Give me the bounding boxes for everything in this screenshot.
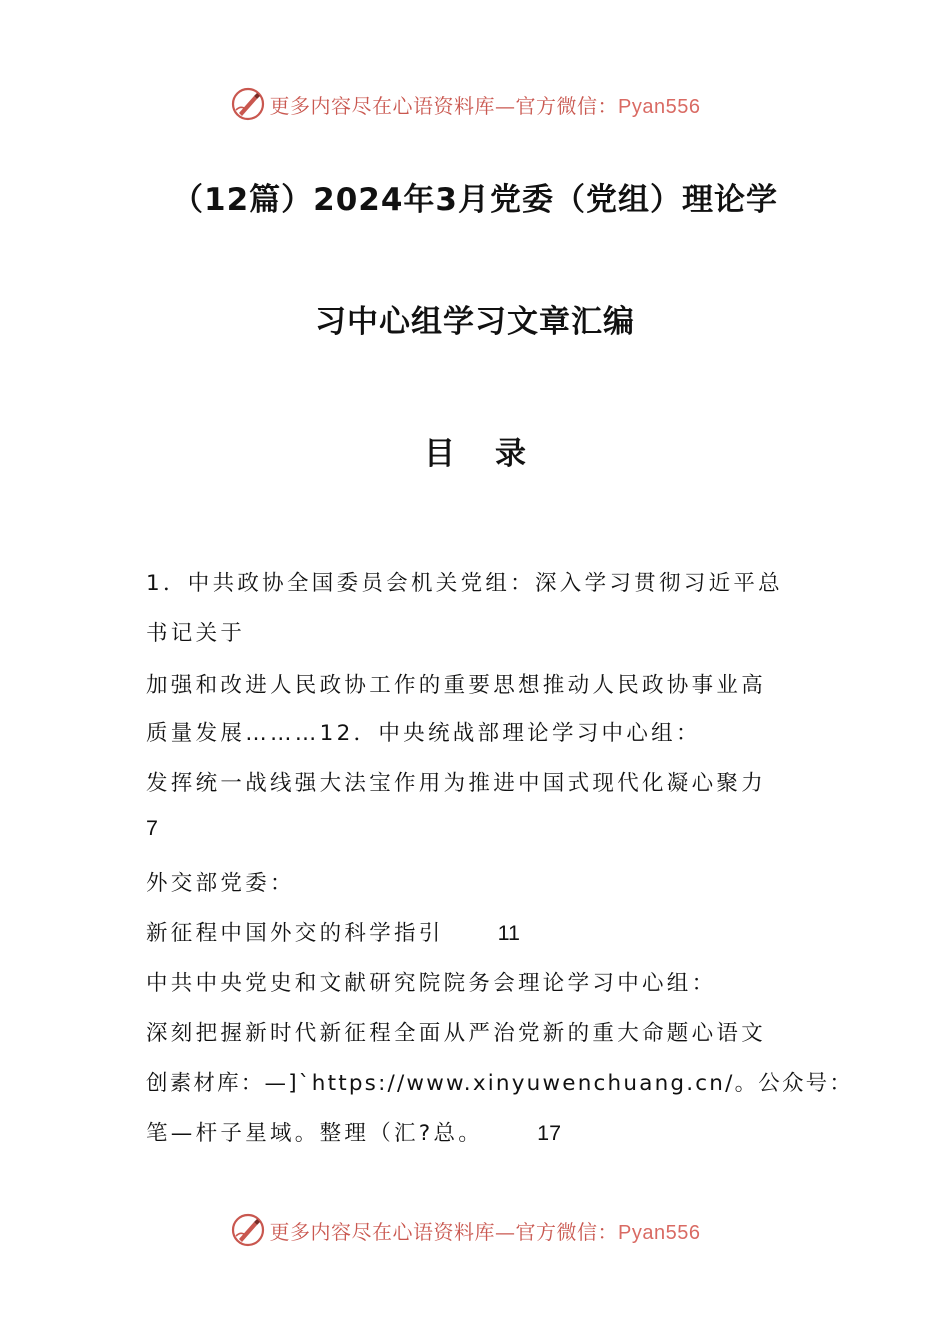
- wechat-id: Pyan556: [618, 1221, 701, 1244]
- toc-line: 新征程中国外交的科学指引 11: [146, 921, 520, 946]
- toc-line: 外交部党委：: [146, 871, 295, 896]
- watermark-text: 更多内容尽在心语资料库—官方微信：Pyan556: [269, 1219, 701, 1244]
- watermark-banner-bottom: [0, 1208, 950, 1252]
- document-title-line-1: （12篇）2024年3月党委（党组）理论学: [172, 182, 778, 218]
- watermark-text: 更多内容尽在心语资料库—官方微信：Pyan556: [269, 93, 701, 118]
- toc-line: 深刻把握新时代新征程全面从严治党新的重大命题心语文: [146, 1021, 767, 1046]
- pen-logo-icon: [230, 86, 266, 122]
- toc-line: 质量发展………12．中央统战部理论学习中心组：: [146, 721, 701, 746]
- toc-line: 发挥统一战线强大法宝作用为推进中国式现代化凝心聚力: [146, 771, 767, 796]
- toc-page-number: 11: [497, 921, 520, 945]
- toc-line: 1．中共政协全国委员会机关党组：深入学习贯彻习近平总: [146, 571, 783, 596]
- toc-page-number: 7: [146, 816, 158, 840]
- wechat-id: Pyan556: [618, 95, 701, 118]
- toc-line: 中共中央党史和文献研究院院务会理论学习中心组：: [146, 971, 717, 996]
- toc-line: 笔—杆子星域。整理（汇?总。 17: [146, 1121, 562, 1146]
- pen-logo-icon: [230, 1212, 266, 1248]
- toc-line: 加强和改进人民政协工作的重要思想推动人民政协事业高: [146, 673, 767, 698]
- document-title-line-2: 习中心组学习文章汇编: [315, 304, 635, 340]
- toc-page-number: 17: [537, 1121, 562, 1145]
- toc-line: 创素材库：—]`https://www.xinyuwenchuang.cn/。公众号：: [146, 1071, 854, 1096]
- watermark-banner-top: [0, 82, 950, 126]
- toc-heading: 目录: [424, 436, 566, 472]
- toc-line: 书记关于: [146, 621, 246, 646]
